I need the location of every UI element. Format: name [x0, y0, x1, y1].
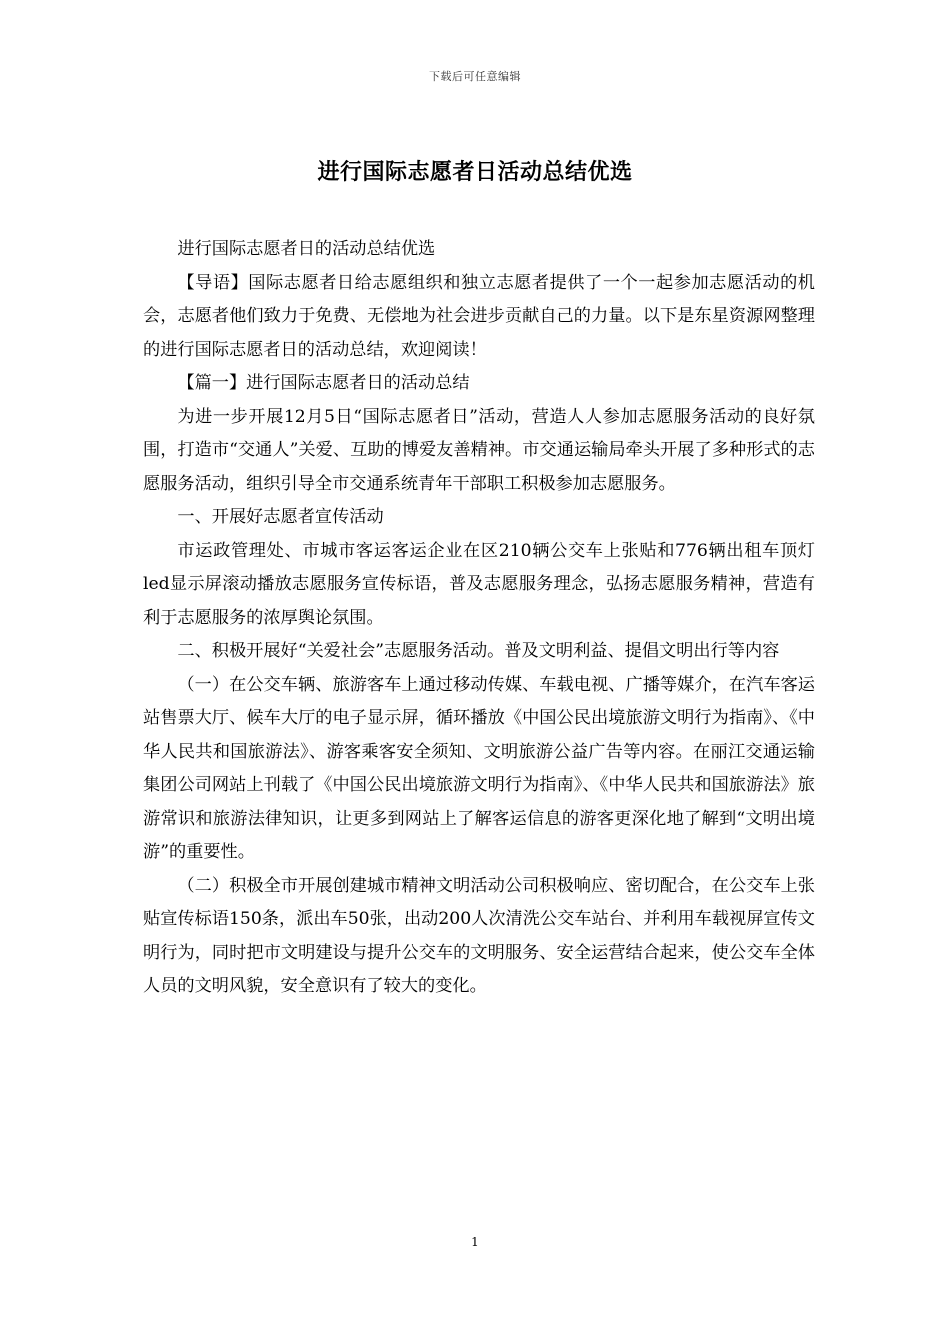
header-note: 下载后可任意编辑 [429, 70, 521, 83]
paragraph-subtitle: 进行国际志愿者日的活动总结优选 [177, 239, 436, 259]
paragraph-body: 为进一步开展12月5日“国际志愿者日”活动，营造人人参加志愿服务活动的良好氛围，打造市“交通人”关爱、互助的博爱友善精神。市交通运输局牵头开展了多种形式的志愿服务活动，组织引导全市交通系统青年干部职工积极参加志愿服务。 [143, 406, 815, 494]
page-number: 1 [471, 1235, 479, 1249]
paragraph-subheading-1: 一、开展好志愿者宣传活动 [177, 507, 384, 527]
paragraph-body: 市运政管理处、市城市客运客运企业在区210辆公交车上张贴和776辆出租车顶灯led显示屏滚动播放志愿服务宣传标语，普及志愿服务理念，弘扬志愿服务精神，营造有利于志愿服务的浓厚舆论氛围。 [143, 540, 815, 628]
paragraph-item-2: （二）积极全市开展创建城市精神文明活动公司积极响应、密切配合，在公交车上张贴宣传标语150条，派出车50张，出动200人次清洗公交车站台、并利用车载视屏宣传文明行为，同时把市文明建设与提升公交车的文明服务、安全运营结合起来，使公交车全体人员的文明风貌，安全意识有了较大的变化。 [143, 875, 815, 996]
document-body [143, 233, 815, 1004]
paragraph-subheading-2: 二、积极开展好“关爱社会”志愿服务活动。普及文明利益、提倡文明出行等内容 [177, 641, 780, 661]
paragraph-intro: 【导语】国际志愿者日给志愿组织和独立志愿者提供了一个一起参加志愿活动的机会，志愿者他们致力于免费、无偿地为社会进步贡献自己的力量。以下是东星资源网整理的进行国际志愿者日的活动总结，欢迎阅读！ [143, 272, 815, 360]
paragraph-item-1: （一）在公交车辆、旅游客车上通过移动传媒、车载电视、广播等媒介，在汽车客运站售票大厅、候车大厅的电子显示屏，循环播放《中国公民出境旅游文明行为指南》、《中华人民共和国旅游法》、游客乘客安全须知、文明旅游公益广告等内容。在丽江交通运输集团公司网站上刊载了《中国公民出境旅游文明行为指南》、《中华人民共和国旅游法》旅游常识和旅游法律知识，让更多到网站上了解客运信息的游客更深化地了解到“文明出境游”的重要性。 [143, 674, 815, 862]
paragraph-section-heading: 【篇一】进行国际志愿者日的活动总结 [177, 373, 470, 393]
document-title: 进行国际志愿者日活动总结优选 [317, 160, 633, 185]
